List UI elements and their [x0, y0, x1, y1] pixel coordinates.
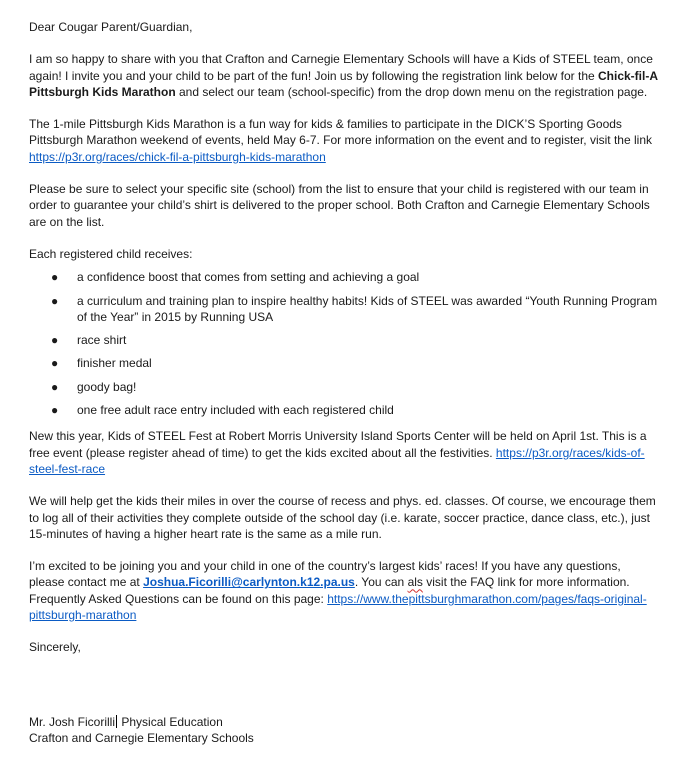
bullet-icon: ●: [51, 379, 59, 394]
benefit-text: one free adult race entry included with each registered child: [77, 403, 394, 418]
email-link[interactable]: Joshua.Ficorilli@carlynton.k12.pa.us: [143, 575, 355, 590]
paragraph-event-info-text: The 1-mile Pittsburgh Kids Marathon is a fun way for kids & families to participate in the DICK’S Sporting Goods Pittsburgh Marathon weekend of events, held May 6-7. For more information on the event and to register, visit the link: [29, 117, 652, 148]
salutation: Dear Cougar Parent/Guardian,: [29, 20, 193, 34]
paragraph-contact-text: I’m excited to be joining you and your child in one of the country’s largest kids’ races! If you have any questions, please contact me at: [29, 559, 621, 590]
bullet-icon: ●: [51, 333, 59, 348]
paragraph-steel-fest-text: New this year, Kids of STEEL Fest at Robert Morris University Island Sports Center will be held on April 1st. This is a free event (please register ahead of time) to get the kids excited about all the festivities.: [29, 429, 647, 460]
letter-document: [29, 19, 659, 746]
spelling-error-word: als: [407, 575, 423, 590]
paragraph-contact: [29, 558, 659, 623]
paragraph-event-info: [29, 116, 659, 165]
event-name-bold: Chick-fil-A Pittsburgh Kids Marathon: [29, 68, 658, 99]
paragraph-miles: We will help get the kids their miles in over the course of recess and phys. ed. classes. Of course, we encourage them to log all of their activities they complete outside of the school day (i.e. karate, soccer practice, dance class, etc.), just 15-minutes of having a higher heart rate is the same as a mile run.: [29, 494, 656, 541]
faq-link[interactable]: https://www.thepittsburghmarathon.com/pages/faqs-original-pittsburgh-marathon: [29, 591, 647, 623]
signature-school: Crafton and Carnegie Elementary Schools: [29, 730, 254, 745]
benefits-list: [29, 269, 659, 418]
signature-name-line: [29, 714, 659, 730]
bullet-icon: ●: [51, 403, 59, 418]
paragraph-intro: [29, 51, 659, 100]
steel-fest-link[interactable]: https://p3r.org/races/kids-of-steel-fest-race: [29, 445, 645, 476]
benefit-text: a curriculum and training plan to inspire healthy habits! Kids of STEEL was awarded “Youth Running Program of the Year” in 2015 by Running USA: [77, 293, 658, 324]
signature-name: Mr. Josh Ficorilli: [29, 714, 116, 729]
benefits-intro: Each registered child receives:: [29, 246, 193, 261]
list-item: [29, 269, 659, 285]
benefit-text: a confidence boost that comes from setting and achieving a goal: [77, 270, 420, 285]
paragraph-steel-fest: [29, 428, 659, 477]
benefit-text: finisher medal: [77, 356, 152, 371]
text-cursor: [116, 715, 117, 728]
list-item: [29, 332, 659, 348]
list-item: [29, 402, 659, 418]
paragraph-intro-text-end: and select our team (school-specific) from the drop down menu on the registration page.: [175, 84, 648, 99]
bullet-icon: ●: [51, 270, 59, 285]
paragraph-contact-text-3: visit the FAQ link for more information. Frequently Asked Questions can be found on this page:: [29, 575, 630, 606]
paragraph-site-selection: Please be sure to select your specific site (school) from the list to ensure that your child is registered with our team in order to guarantee your child’s shirt is delivered to the proper school. Both Crafton and Carnegie Elementary Schools are on the list.: [29, 182, 650, 229]
signature-title: Physical Education: [118, 714, 223, 729]
paragraph-intro-text: I am so happy to share with you that Crafton and Carnegie Elementary Schools will have a Kids of STEEL team, once again! I invite you and your child to be part of the fun! Join us by following the registration link below for the: [29, 52, 653, 83]
bullet-icon: ●: [51, 293, 59, 308]
paragraph-contact-text-2: . You can: [354, 575, 408, 590]
bullet-icon: ●: [51, 356, 59, 371]
kids-marathon-link[interactable]: https://p3r.org/races/chick-fil-a-pittsburgh-kids-marathon: [29, 149, 326, 164]
signature-space: [29, 672, 659, 714]
list-item: [29, 379, 659, 395]
closing: Sincerely,: [29, 640, 81, 655]
list-item: [29, 355, 659, 371]
list-item: [29, 293, 659, 326]
benefit-text: race shirt: [77, 333, 127, 348]
benefit-text: goody bag!: [77, 379, 137, 394]
